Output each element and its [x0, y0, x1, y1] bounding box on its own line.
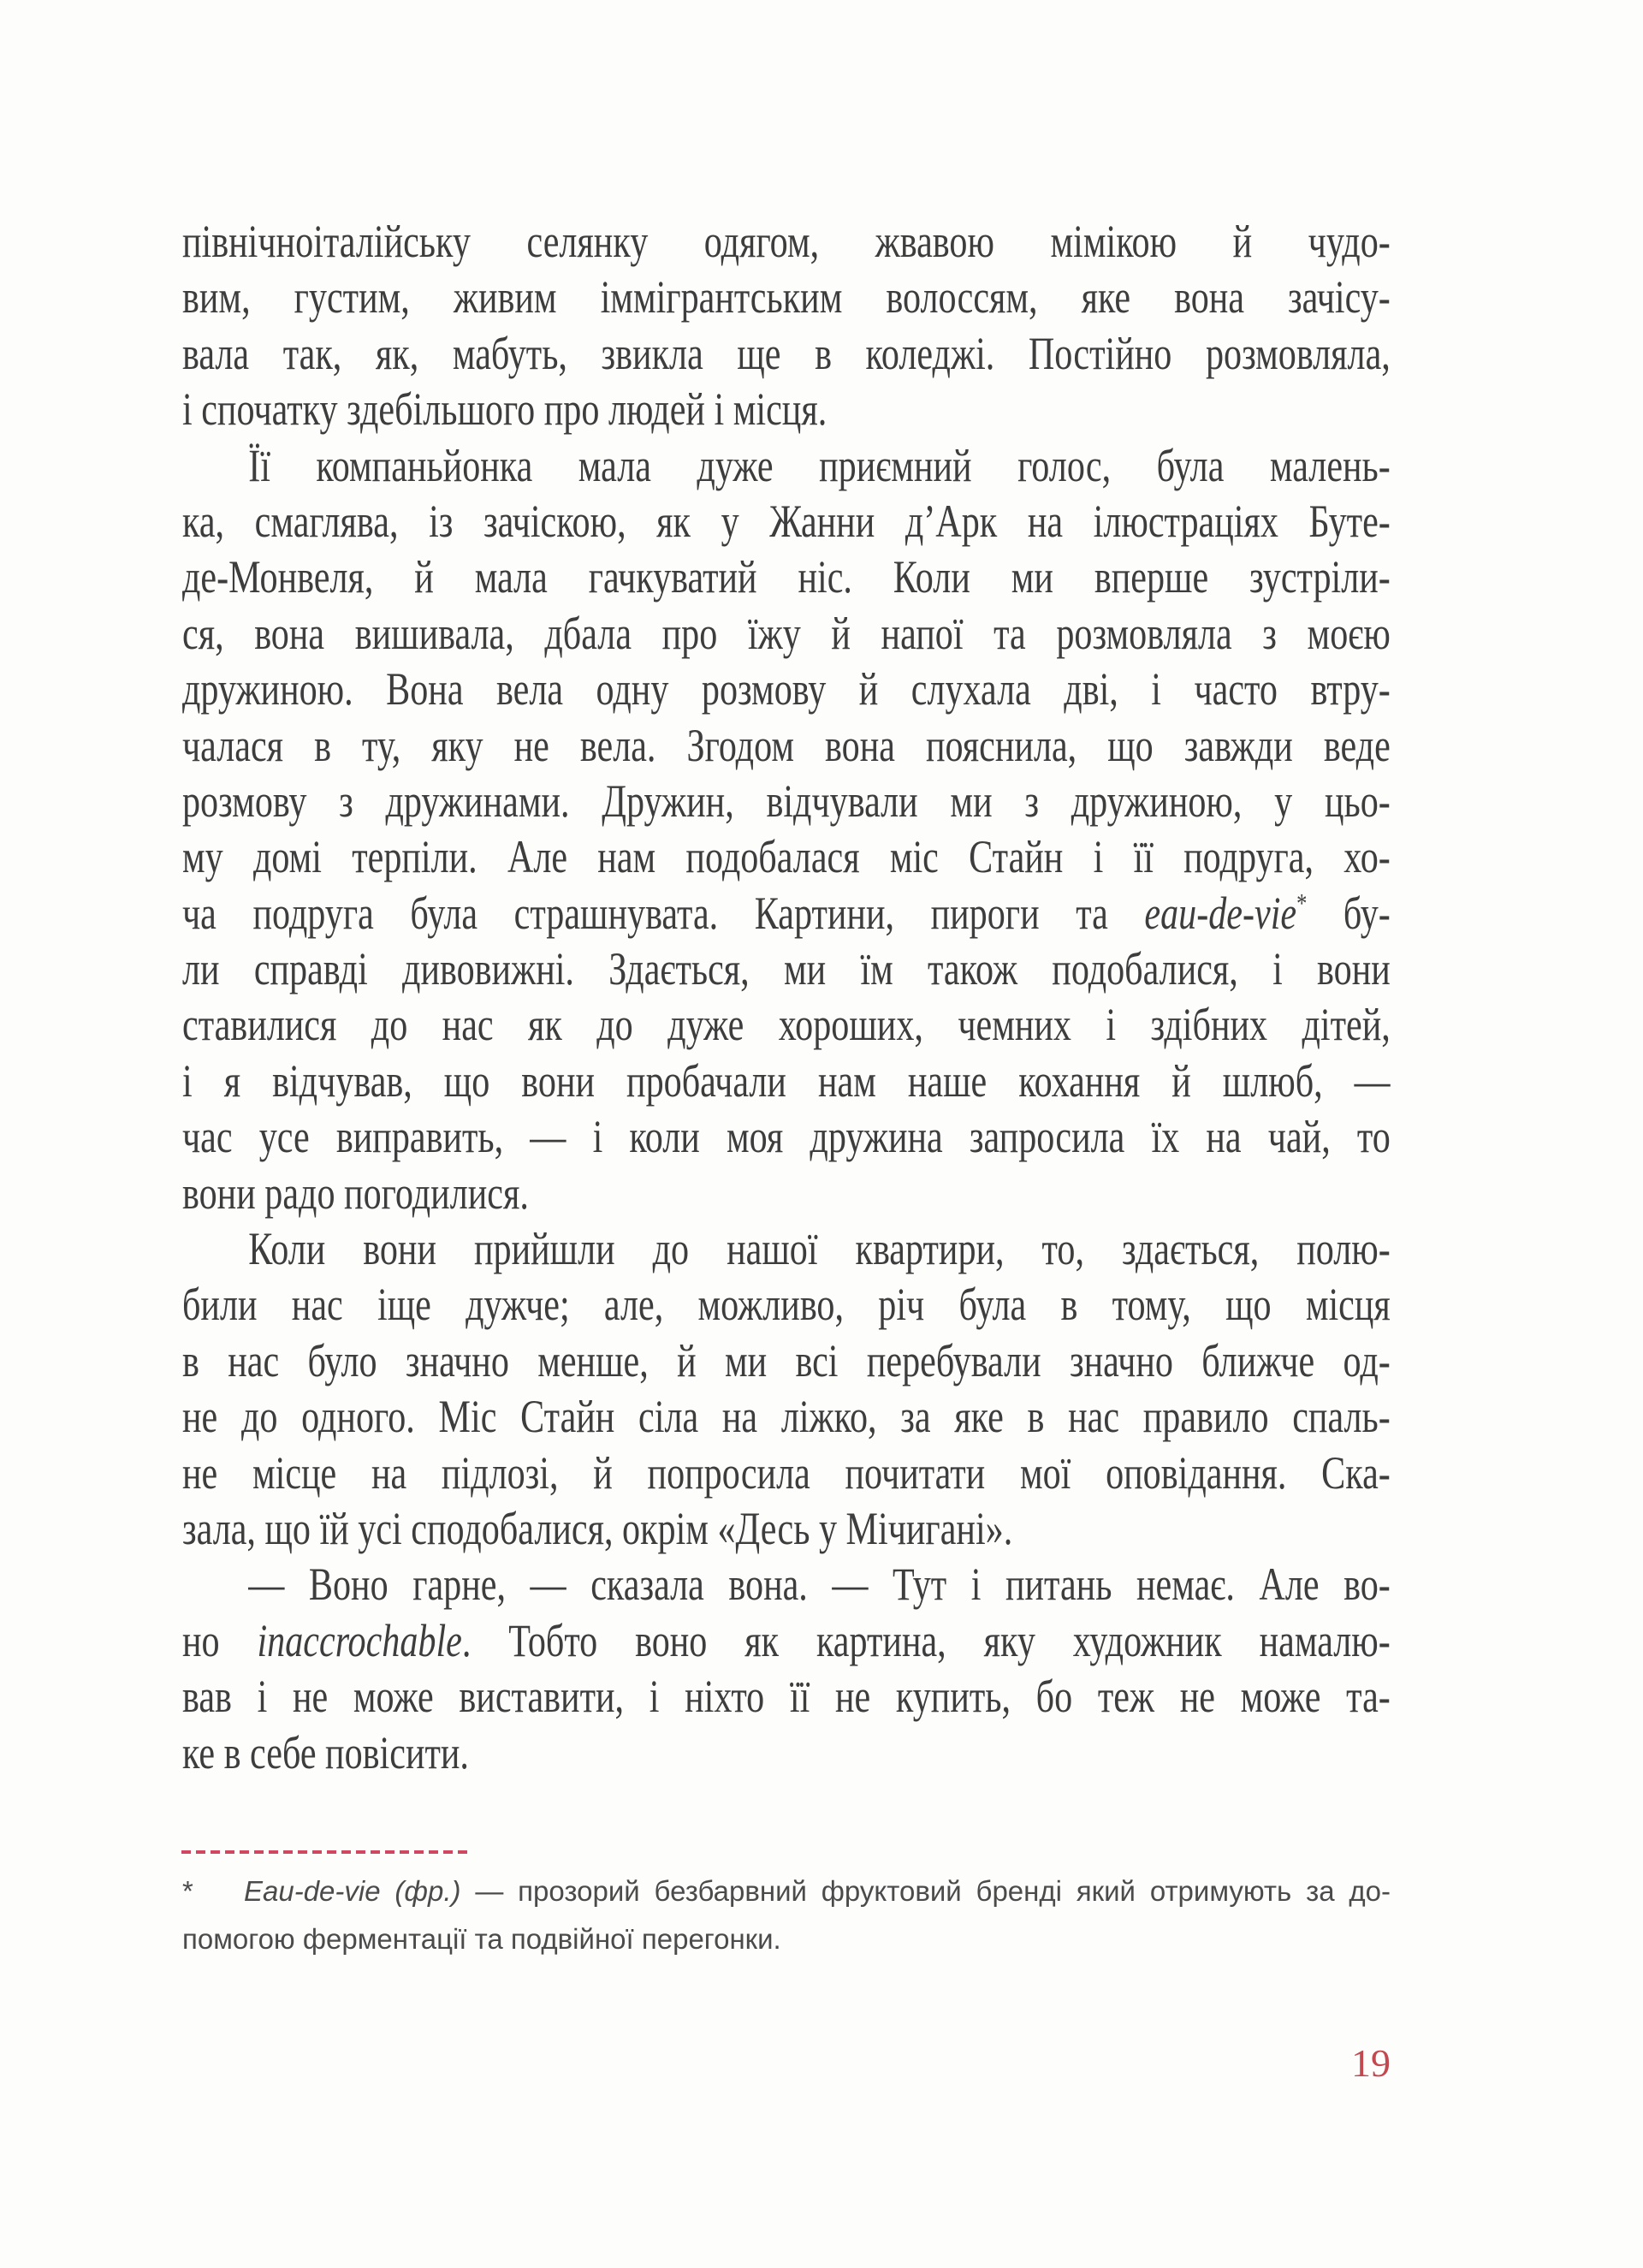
text-segment: час усе виправить, — і коли моя дружина запросила їх на чай, то — [182, 1111, 1391, 1163]
text-segment: вала так, як, мабуть, звикла ще в коледжі. Постійно розмовляла, — [182, 327, 1391, 379]
text-segment: помогою ферментації та подвійної перегонки. — [182, 1923, 781, 1955]
text-segment: ставилися до нас як до дуже хороших, чемних і здібних дітей, — [182, 999, 1391, 1051]
text-line — [182, 214, 1391, 270]
text-line — [182, 1501, 1391, 1557]
text-line — [182, 606, 1391, 662]
text-line — [182, 1389, 1391, 1445]
text-line — [182, 1277, 1391, 1333]
text-line — [182, 662, 1391, 717]
text-segment: но — [182, 1614, 258, 1666]
text-line — [182, 1109, 1391, 1165]
text-segment: і спочатку здебільшого про людей і місця. — [182, 383, 827, 436]
text-line — [182, 1669, 1391, 1725]
text-segment: не до одного. Міс Стайн сіла на ліжко, за яке в нас правило спаль- — [182, 1391, 1391, 1443]
text-line — [182, 494, 1391, 549]
text-segment: не місце на підлозі, й попросила почитати мої оповідання. Ска- — [182, 1446, 1391, 1499]
italic-text: Eau-de-vie (фр.) — [244, 1875, 461, 1907]
footnote-text — [182, 1867, 1391, 1963]
text-segment: дружиною. Вона вела одну розмову й слухала дві, і часто втру- — [182, 663, 1391, 715]
page-number: 19 — [1351, 2041, 1391, 2085]
footnote-marker: * — [182, 1875, 193, 1907]
text-line — [182, 270, 1391, 325]
text-segment: Коли вони прийшли до нашої квартири, то, здається, полю- — [248, 1223, 1391, 1275]
text-segment: — Воно гарне, — сказала вона. — Тут і питань немає. Але во- — [248, 1559, 1391, 1611]
italic-text: eau-de-vie — [1144, 887, 1297, 939]
text-segment: били нас іще дужче; але, можливо, річ була в тому, що місця — [182, 1279, 1391, 1331]
text-segment: му домі терпіли. Але нам подобалася міс Стайн і її подруга, хо- — [182, 831, 1391, 883]
footnote-line — [182, 1867, 1391, 1915]
text-segment: ся, вона вишивала, дбала про їжу й напої та розмовляла з моєю — [182, 607, 1391, 659]
text-segment: і я відчував, що вони пробачали нам наше кохання й шлюб, — — [182, 1054, 1391, 1107]
text-segment: в нас було значно менше, й ми всі перебували значно ближче од- — [182, 1334, 1391, 1386]
text-segment: ке в себе повісити. — [182, 1726, 469, 1778]
text-segment: ли справді дивовижні. Здається, ми їм також подобалися, і вони — [182, 943, 1391, 995]
text-line — [182, 718, 1391, 774]
footnote-separator — [181, 1850, 472, 1854]
text-line — [182, 382, 1391, 437]
footnote-line — [182, 1915, 1391, 1963]
text-line — [182, 549, 1391, 605]
text-line — [182, 774, 1391, 829]
text-line — [182, 1446, 1391, 1501]
text-segment: — прозорий безбарвний фруктовий бренді який отримують за до- — [460, 1875, 1391, 1907]
text-line — [182, 1557, 1391, 1612]
text-segment: . Тобто воно як картина, яку художник намалю- — [461, 1614, 1391, 1666]
italic-text: inaccrochable — [257, 1614, 462, 1666]
text-segment: ка, смаглява, із зачіскою, як у Жанни д’Арк на ілюстраціях Буте- — [182, 495, 1391, 547]
text-line — [182, 886, 1391, 941]
body-text — [182, 214, 1391, 1781]
text-segment: Її компаньйонка мала дуже приємний голос, була малень- — [248, 439, 1391, 491]
text-segment: вони радо погодилися. — [182, 1167, 529, 1219]
text-line — [182, 1613, 1391, 1669]
text-segment: вав і не може виставити, і ніхто її не купить, бо теж не може та- — [182, 1671, 1391, 1723]
text-line — [182, 1725, 1391, 1781]
text-segment: північноіталійську селянку одягом, жвавою мімікою й чудо- — [182, 216, 1391, 267]
text-segment: де-Монвеля, й мала гачкуватий ніс. Коли ми вперше зустріли- — [182, 551, 1391, 603]
text-line — [182, 1333, 1391, 1389]
text-segment: вим, густим, живим іммігрантським волоссям, яке вона зачісу- — [182, 271, 1391, 324]
text-segment: розмову з дружинами. Дружин, відчували ми з дружиною, у цьо- — [182, 775, 1391, 827]
footnote-ref-asterisk: * — [1296, 888, 1308, 918]
text-line — [182, 1221, 1391, 1277]
text-line — [182, 1054, 1391, 1109]
text-line — [182, 438, 1391, 494]
text-segment: бу- — [1307, 887, 1391, 939]
text-line — [182, 997, 1391, 1053]
text-segment: ча подруга була страшнувата. Картини, пироги та — [182, 887, 1145, 939]
text-segment: чалася в ту, яку не вела. Згодом вона пояснила, що завжди веде — [182, 719, 1391, 771]
text-segment: зала, що їй усі сподобалися, окрім «Десь у Мічигані». — [182, 1502, 1013, 1554]
text-line — [182, 941, 1391, 997]
footnote — [182, 1867, 1391, 1963]
text-line — [182, 326, 1391, 382]
text-line — [182, 1166, 1391, 1221]
text-line — [182, 829, 1391, 885]
